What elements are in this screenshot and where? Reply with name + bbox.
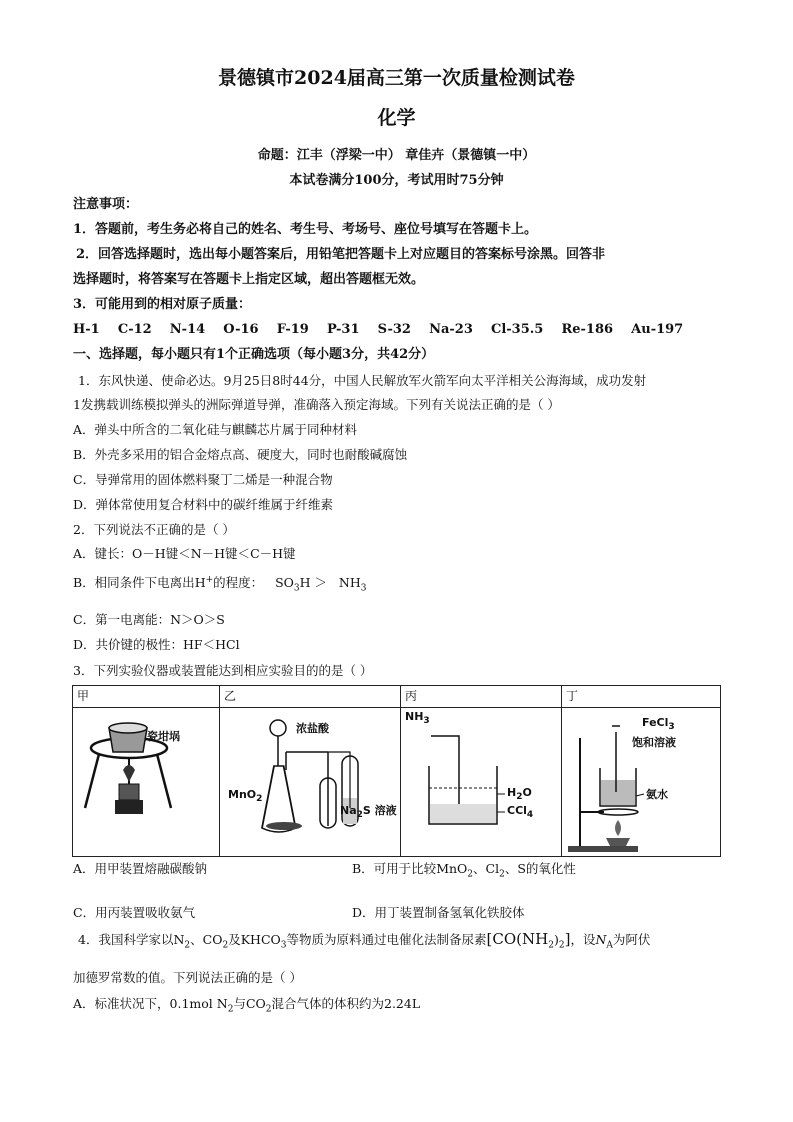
- score-time-line: 本试卷满分100分，考试用时75分钟: [289, 173, 504, 188]
- q3-option-a: A．用甲装置熔融碳酸钠: [73, 861, 208, 876]
- formula: Cl: [485, 861, 500, 876]
- q1-option-c: C．导弹常用的固体燃料聚丁二烯是一种混合物: [73, 472, 333, 487]
- label-conc-hcl: 浓盐酸: [296, 722, 329, 735]
- formula: O: [522, 786, 532, 799]
- formula: S 溶液: [362, 804, 397, 817]
- q2-option-a: [73, 546, 296, 562]
- mass-item: C-12: [117, 322, 152, 337]
- q3-option-b: [352, 861, 576, 883]
- formula: Na: [340, 804, 357, 817]
- formula-sub: 3: [293, 583, 300, 594]
- option-text: 键＜: [165, 546, 191, 561]
- formula: CCl: [507, 804, 527, 817]
- subject-title: 化学: [377, 107, 416, 129]
- formula: CO: [245, 996, 266, 1011]
- formula: H: [507, 786, 517, 799]
- formula: N: [595, 932, 607, 947]
- stem-text: 为阿伏: [612, 932, 651, 947]
- stem-text: 、: [190, 932, 203, 947]
- q3-option-c: C．用丙装置吸收氨气: [73, 905, 196, 920]
- formula-sub: 3: [423, 716, 430, 727]
- q1-stem-1: 1．东风快递、使命必达。9月25日8时44分，中国人民解放军火箭军向太平洋相关公海海域，成功发射: [78, 373, 647, 388]
- formula-sub: 2: [548, 940, 554, 951]
- formula: N＞O＞S: [170, 612, 225, 627]
- section-heading: 一、选择题，每小题只有1个正确选项（每小题3分，共42分）: [73, 347, 435, 362]
- formula: N－H: [190, 546, 226, 561]
- mass-item: Na-23: [429, 322, 473, 337]
- notes-heading: 注意事项：: [73, 197, 139, 212]
- q4-option-a: [73, 996, 420, 1018]
- apparatus-table: [72, 685, 721, 857]
- formula-sub: 2: [256, 794, 263, 805]
- label-h2o: [507, 786, 532, 802]
- option-text: 键: [283, 546, 296, 561]
- label-nh3: [405, 710, 430, 726]
- formula: N: [173, 932, 185, 947]
- label-crucible: 瓷坩埚: [147, 730, 180, 743]
- q4-stem-2: 加德罗常数的值。下列说法正确的是（ ）: [73, 970, 302, 985]
- formula: C－H: [250, 546, 284, 561]
- mass-item: Re-186: [561, 322, 614, 337]
- formula: HF＜HCl: [183, 637, 240, 652]
- formula-sub: 2: [356, 810, 363, 821]
- authors-line: 命题：江丰（浮梁一中） 章佳卉（景德镇一中）: [257, 148, 536, 163]
- option-text: 混合气体的体积约为2.24L: [271, 996, 421, 1011]
- header-yi: 乙: [220, 686, 401, 708]
- formula-sub: 2: [265, 1004, 272, 1015]
- apparatus-ding: [562, 708, 721, 857]
- mass-item: O-16: [223, 322, 259, 337]
- ammonia-absorption-diagram: [401, 708, 561, 856]
- atomic-masses: [73, 322, 683, 338]
- formula: H: [194, 575, 206, 591]
- label-na2s: [340, 802, 397, 820]
- header-ding: 丁: [562, 686, 721, 708]
- colloid-preparation-diagram: [562, 708, 717, 856]
- q2-option-d: [73, 637, 240, 653]
- formula-sub: 2: [516, 792, 523, 803]
- q3-option-d: D．用丁装置制备氢氧化铁胶体: [352, 905, 525, 920]
- apparatus-yi: [220, 708, 401, 857]
- header-jia: 甲: [73, 686, 220, 708]
- formula-sub: 2: [184, 940, 191, 951]
- formula-sub: 3: [668, 722, 675, 733]
- formula: NH: [405, 710, 424, 723]
- exam-title: 景德镇市2024届高三第一次质量检测试卷: [218, 67, 575, 89]
- formula: [CO(NH: [486, 930, 549, 948]
- stem-text: 等物质为原料通过电催化法制备尿素: [286, 932, 487, 947]
- formula-sub: 2: [222, 940, 229, 951]
- label-saturated-solution: 饱和溶液: [632, 736, 676, 749]
- formula-sub: 2: [227, 1004, 234, 1015]
- formula: N: [216, 996, 228, 1011]
- option-text: 键＜: [225, 546, 251, 561]
- option-text: 、S的氧化性: [504, 861, 576, 876]
- formula: CO: [202, 932, 223, 947]
- formula: ]: [564, 930, 571, 948]
- label-ccl4: [507, 804, 533, 820]
- formula-sub: 2: [558, 940, 565, 951]
- apparatus-bing: [401, 708, 562, 857]
- q1-option-d: D．弹体常使用复合材料中的碳纤维属于纤维素: [73, 497, 334, 512]
- label-fecl3: [642, 716, 675, 732]
- mass-item: S-32: [377, 322, 411, 337]
- note-2a: 2．回答选择题时，选出每小题答案后，用铅笔把答题卡上对应题目的答案标号涂黑。回答非: [76, 247, 606, 262]
- option-text: 与: [233, 996, 246, 1011]
- q4-stem-1: [78, 931, 650, 954]
- mass-item: H-1: [73, 322, 100, 337]
- formula-sub: A: [606, 940, 613, 951]
- label-ammonia-water: 氨水: [646, 788, 668, 801]
- formula: MnO: [436, 861, 468, 876]
- mass-item: F-19: [276, 322, 309, 337]
- label-mno2: [228, 788, 262, 804]
- mass-item: N-14: [169, 322, 206, 337]
- q3-stem: 3．下列实验仪器或装置能达到相应实验目的的是（ ）: [73, 663, 373, 678]
- option-text: C．第一电离能：: [73, 612, 171, 627]
- formula-sub: 4: [526, 810, 534, 821]
- formula: ): [553, 932, 559, 947]
- option-text: A．键长：: [73, 546, 133, 561]
- formula-sub: 3: [360, 583, 367, 594]
- formula: SO: [275, 575, 294, 591]
- stem-text: 及: [228, 932, 241, 947]
- note-3: 3．可能用到的相对原子质量：: [73, 297, 252, 312]
- q2-option-b: [73, 572, 367, 597]
- apparatus-jia: [73, 708, 220, 857]
- formula-sub: 2: [499, 869, 505, 880]
- formula: O－H: [132, 546, 166, 561]
- header-bing: 丙: [401, 686, 562, 708]
- note-1: 1．答题前，考生务必将自己的姓名、考生号、考场号、座位号填写在答题卡上。: [73, 222, 538, 237]
- q2-stem: 2．下列说法不正确的是（ ）: [73, 522, 235, 537]
- formula-sub: 3: [280, 940, 287, 951]
- crucible-tripod-diagram: [73, 708, 219, 856]
- option-text: 、: [473, 861, 486, 876]
- formula-sup: +: [205, 575, 214, 585]
- formula: KHCO: [240, 932, 281, 947]
- q2-option-c: [73, 612, 225, 628]
- q1-stem-2: 1发携载训练模拟弹头的洲际弹道导弹，准确落入预定海域。下列有关说法正确的是（ ）: [73, 397, 560, 412]
- formula: MnO: [228, 788, 257, 801]
- option-text: D．共价键的极性：: [73, 637, 184, 652]
- option-text: B．可用于比较: [352, 861, 437, 876]
- mass-item: P-31: [326, 322, 360, 337]
- formula: FeCl: [642, 716, 669, 729]
- q1-option-a: A．弹头中所含的二氧化硅与麒麟芯片属于同种材料: [73, 422, 358, 437]
- mass-item: Cl-35.5: [490, 322, 544, 337]
- stem-text: 4．我国科学家以: [78, 932, 174, 947]
- option-text: B．相同条件下电离出: [73, 575, 195, 591]
- note-2b: 选择题时，将答案写在答题卡上指定区域，超出答题框无效。: [73, 272, 425, 287]
- stem-text: ，设: [570, 932, 596, 947]
- option-text: A．标准状况下，0.1mol: [73, 996, 217, 1011]
- option-text: 的程度：: [213, 575, 264, 591]
- q1-option-b: B．外壳多采用的铝合金熔点高、硬度大，同时也耐酸碱腐蚀: [73, 447, 408, 462]
- formula: NH: [338, 575, 361, 591]
- mass-item: Au-197: [631, 322, 684, 337]
- formula: H ＞: [299, 575, 327, 591]
- formula-sub: 2: [467, 869, 474, 880]
